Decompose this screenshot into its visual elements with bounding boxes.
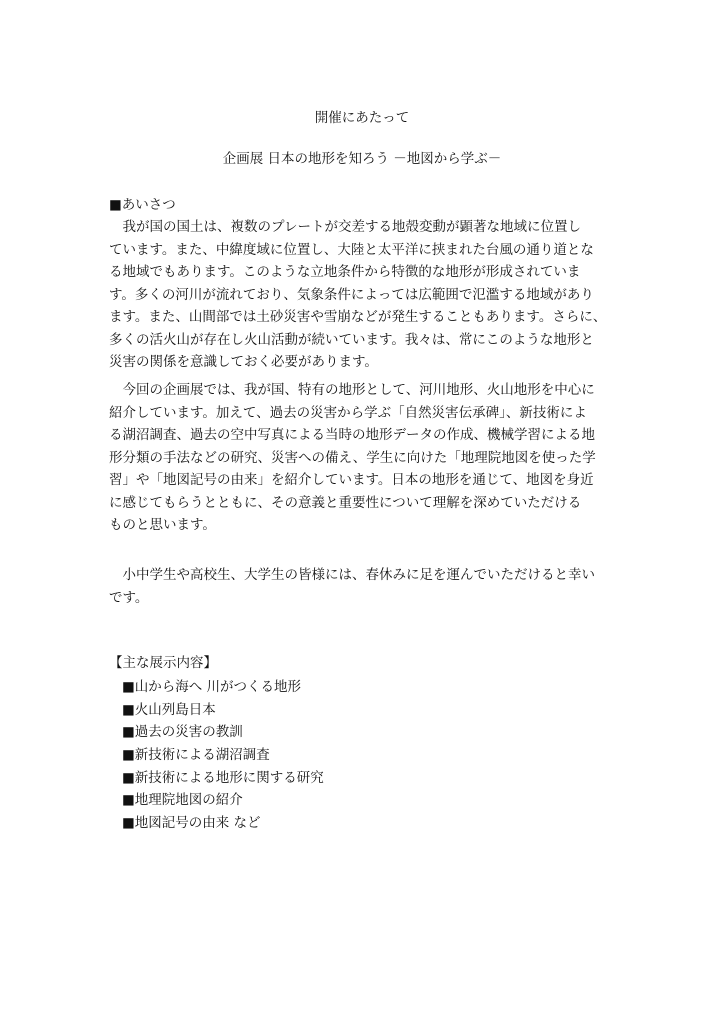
paragraph-line: ものと思います。 (109, 517, 216, 533)
paragraph-line: る地域でもあります。このような立地条件から特徴的な地形が形成されていま (109, 264, 581, 280)
exhibit-item: ■地理院地図の紹介 (122, 792, 243, 809)
document-subtitle: 企画展 日本の地形を知ろう －地図から学ぶ－ (222, 151, 502, 167)
exhibit-item: ■火山列島日本 (122, 701, 216, 718)
paragraph-line: 我が国の国土は、複数のプレートが交差する地殻変動が顕著な地域に位置し (109, 219, 581, 235)
paragraph-line: 形分類の手法などの研究、災害への備え、学生に向けた「地理院地図を使った学 (109, 449, 596, 466)
paragraph-line: ます。また、山間部では土砂災害や雪崩などが発生することもあります。さらに、 (109, 309, 607, 325)
exhibit-item: ■過去の災害の教訓 (122, 724, 243, 741)
exhibit-item: ■山から海へ 川がつくる地形 (122, 679, 302, 695)
paragraph-line: 多くの活火山が存在し火山活動が続いています。我々は、常にこのような地形と (109, 331, 594, 348)
exhibit-item: ■新技術による湖沼調査 (122, 747, 270, 764)
paragraph-line: ています。また、中緯度域に位置し、大陸と太平洋に挟まれた台風の通り道とな (109, 241, 594, 258)
exhibit-item: ■地図記号の由来 など (122, 815, 261, 832)
greeting-paragraph-1 (109, 216, 629, 374)
paragraph-line: 小中学生や高校生、大学生の皆様には、春休みに足を運んでいただけると幸い (109, 567, 595, 583)
exhibit-item: ■新技術による地形に関する研究 (122, 769, 324, 786)
paragraph-line: 紹介しています。加えて、過去の災害から学ぶ「自然災害伝承碑」、新技術によ (109, 404, 587, 421)
paragraph-line: 災害の関係を意識しておく必要があります。 (109, 354, 378, 370)
paragraph-line: 習」や「地図記号の由来」を紹介しています。日本の地形を通じて、地図を身近 (109, 472, 594, 488)
greeting-paragraph-2 (109, 379, 629, 537)
document-title: 開催にあたって (314, 110, 410, 126)
greeting-paragraph-3 (109, 564, 629, 609)
paragraph-line: 今回の企画展では、我が国、特有の地形として、河川地形、火山地形を中心に (109, 382, 595, 398)
exhibits-heading: 【主な展示内容】 (109, 655, 217, 671)
greeting-heading: ■あいさつ (109, 197, 176, 213)
paragraph-line: す。多くの河川が流れており、気象条件によっては広範囲で氾濫する地域があり (109, 286, 594, 303)
paragraph-line: に感じてもらうとともに、その意義と重要性について理解を深めていただける (109, 494, 582, 511)
exhibits-list (122, 676, 324, 835)
paragraph-line: です。 (109, 589, 149, 606)
paragraph-line: る湖沼調査、過去の空中写真による当時の地形データの作成、機械学習による地 (109, 427, 595, 443)
